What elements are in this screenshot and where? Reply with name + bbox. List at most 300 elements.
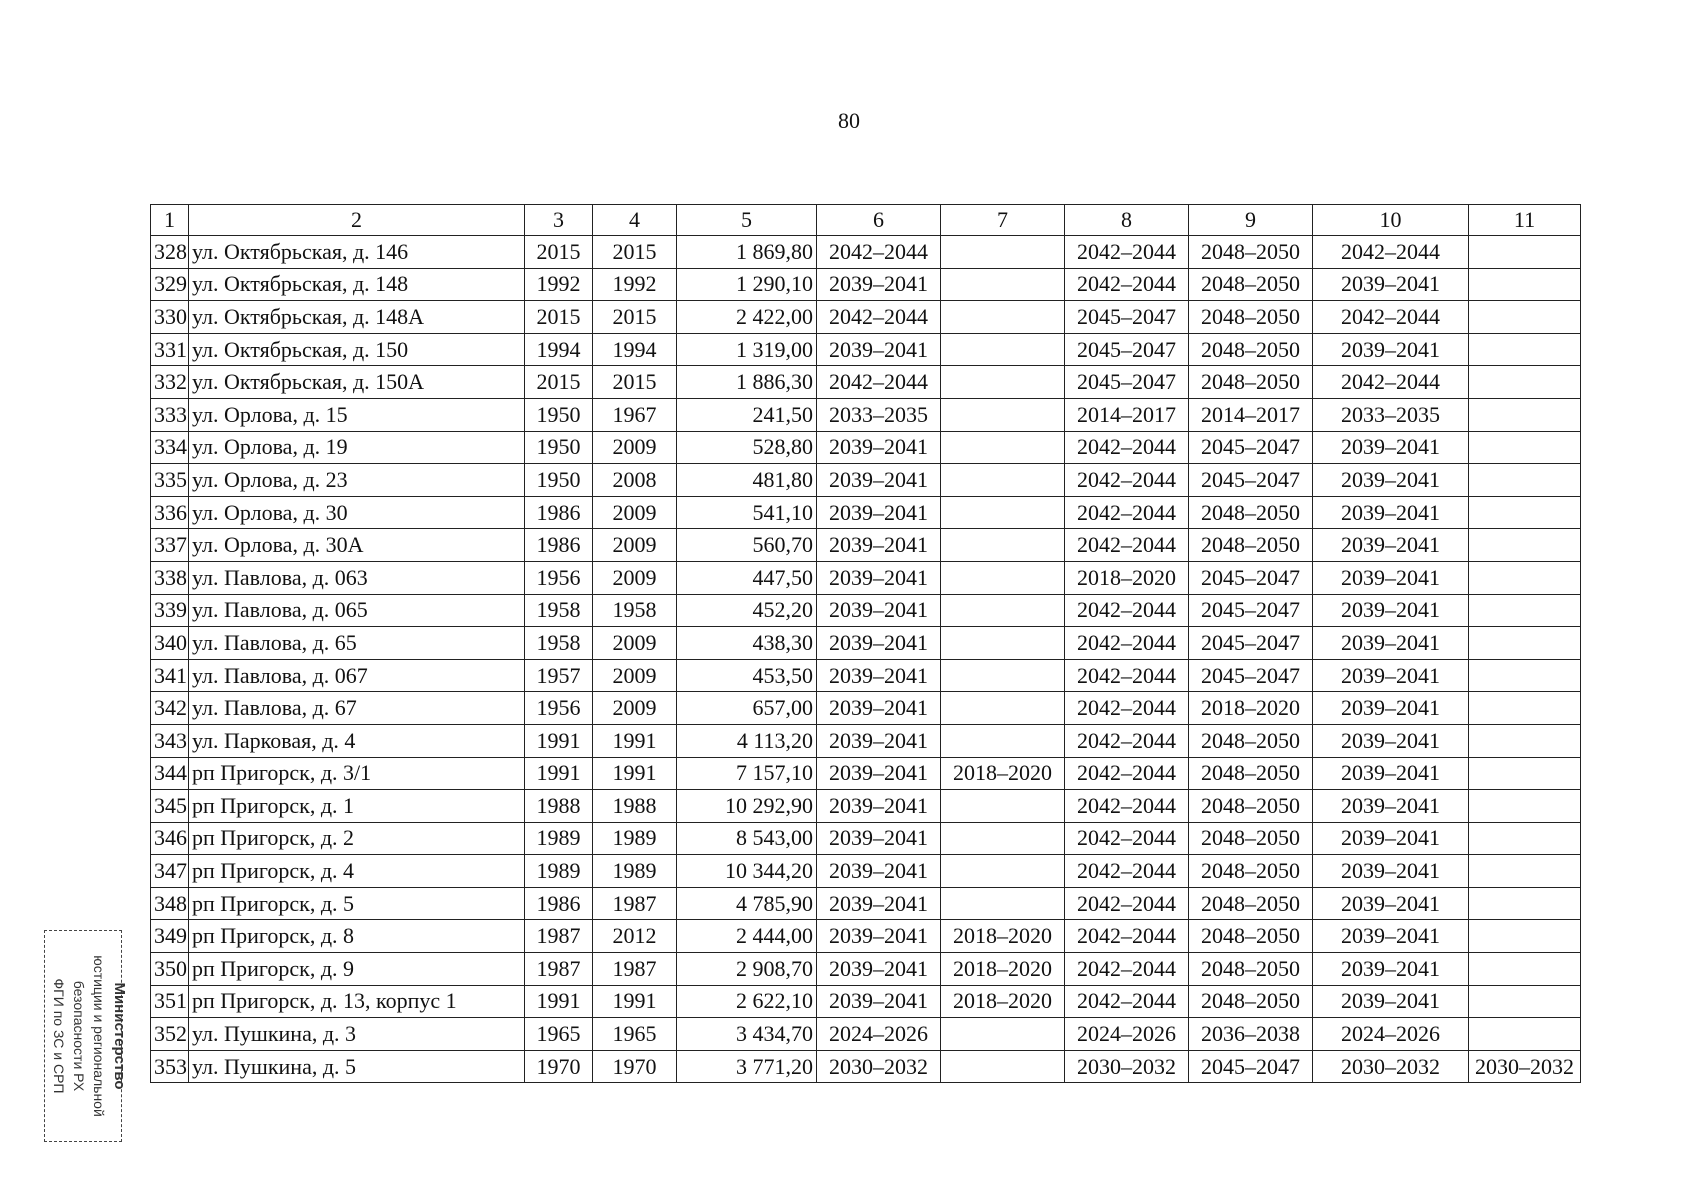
- cell-period-10: 2039–2041: [1313, 822, 1469, 855]
- cell-year-built: 1958: [525, 594, 593, 627]
- cell-period-11: [1469, 594, 1581, 627]
- cell-period-6: 2039–2041: [817, 887, 941, 920]
- cell-year-built: 2015: [525, 301, 593, 334]
- cell-period-7: [941, 236, 1065, 269]
- cell-row-number: 344: [151, 757, 189, 790]
- cell-address: ул. Октябрьская, д. 148: [189, 268, 525, 301]
- column-header-8: 8: [1065, 205, 1189, 236]
- cell-period-8: 2042–2044: [1065, 920, 1189, 953]
- cell-year-commissioned: 1965: [593, 1018, 677, 1051]
- cell-row-number: 350: [151, 953, 189, 986]
- cell-area: 1 290,10: [677, 268, 817, 301]
- cell-year-commissioned: 1992: [593, 268, 677, 301]
- cell-period-11: [1469, 692, 1581, 725]
- cell-period-9: 2045–2047: [1189, 431, 1313, 464]
- cell-area: 528,80: [677, 431, 817, 464]
- cell-period-11: [1469, 757, 1581, 790]
- cell-period-8: 2042–2044: [1065, 659, 1189, 692]
- table-row: [151, 855, 1581, 888]
- cell-period-7: 2018–2020: [941, 757, 1065, 790]
- table-row: [151, 496, 1581, 529]
- cell-address: рп Пригорск, д. 2: [189, 822, 525, 855]
- cell-period-8: 2042–2044: [1065, 594, 1189, 627]
- cell-period-9: 2048–2050: [1189, 333, 1313, 366]
- cell-period-10: 2030–2032: [1313, 1050, 1469, 1083]
- column-header-7: 7: [941, 205, 1065, 236]
- cell-area: 4 113,20: [677, 724, 817, 757]
- cell-period-10: 2039–2041: [1313, 692, 1469, 725]
- cell-row-number: 339: [151, 594, 189, 627]
- cell-year-commissioned: 1991: [593, 724, 677, 757]
- cell-period-10: 2039–2041: [1313, 464, 1469, 497]
- cell-address: рп Пригорск, д. 8: [189, 920, 525, 953]
- cell-area: 10 292,90: [677, 790, 817, 823]
- cell-period-11: [1469, 659, 1581, 692]
- cell-year-commissioned: 1988: [593, 790, 677, 823]
- cell-period-11: [1469, 822, 1581, 855]
- cell-period-10: 2039–2041: [1313, 920, 1469, 953]
- cell-address: ул. Октябрьская, д. 150А: [189, 366, 525, 399]
- stamp-line: юстиции и региональной: [91, 955, 107, 1117]
- cell-period-6: 2039–2041: [817, 953, 941, 986]
- cell-address: рп Пригорск, д. 9: [189, 953, 525, 986]
- cell-row-number: 338: [151, 561, 189, 594]
- cell-period-9: 2048–2050: [1189, 985, 1313, 1018]
- cell-period-6: 2030–2032: [817, 1050, 941, 1083]
- cell-area: 2 422,00: [677, 301, 817, 334]
- cell-area: 2 908,70: [677, 953, 817, 986]
- cell-year-commissioned: 1987: [593, 953, 677, 986]
- cell-year-built: 1957: [525, 659, 593, 692]
- cell-period-9: 2048–2050: [1189, 268, 1313, 301]
- cell-row-number: 340: [151, 627, 189, 660]
- cell-period-8: 2045–2047: [1065, 333, 1189, 366]
- cell-area: 4 785,90: [677, 887, 817, 920]
- cell-year-commissioned: 1989: [593, 822, 677, 855]
- cell-period-10: 2039–2041: [1313, 757, 1469, 790]
- cell-year-commissioned: 1994: [593, 333, 677, 366]
- cell-address: ул. Октябрьская, д. 148А: [189, 301, 525, 334]
- table-row: [151, 529, 1581, 562]
- column-header-3: 3: [525, 205, 593, 236]
- cell-address: ул. Павлова, д. 67: [189, 692, 525, 725]
- cell-year-built: 1956: [525, 692, 593, 725]
- cell-year-built: 1989: [525, 855, 593, 888]
- cell-period-6: 2042–2044: [817, 366, 941, 399]
- cell-period-7: [941, 1018, 1065, 1051]
- cell-area: 3 434,70: [677, 1018, 817, 1051]
- cell-period-6: 2039–2041: [817, 822, 941, 855]
- cell-row-number: 346: [151, 822, 189, 855]
- cell-address: ул. Парковая, д. 4: [189, 724, 525, 757]
- column-header-9: 9: [1189, 205, 1313, 236]
- cell-period-7: [941, 790, 1065, 823]
- cell-period-9: 2045–2047: [1189, 594, 1313, 627]
- cell-period-7: 2018–2020: [941, 953, 1065, 986]
- cell-row-number: 352: [151, 1018, 189, 1051]
- cell-period-10: 2039–2041: [1313, 594, 1469, 627]
- cell-period-10: 2039–2041: [1313, 333, 1469, 366]
- cell-period-9: 2048–2050: [1189, 920, 1313, 953]
- cell-row-number: 332: [151, 366, 189, 399]
- table-row: [151, 236, 1581, 269]
- cell-period-11: [1469, 398, 1581, 431]
- cell-area: 481,80: [677, 464, 817, 497]
- cell-period-11: [1469, 790, 1581, 823]
- table-row: [151, 757, 1581, 790]
- cell-period-8: 2042–2044: [1065, 985, 1189, 1018]
- cell-period-9: 2048–2050: [1189, 366, 1313, 399]
- cell-address: ул. Павлова, д. 067: [189, 659, 525, 692]
- cell-year-commissioned: 1989: [593, 855, 677, 888]
- cell-period-11: [1469, 333, 1581, 366]
- stamp-line: безопасности РХ: [71, 980, 87, 1092]
- cell-period-6: 2039–2041: [817, 333, 941, 366]
- stamp-line: Министерство: [111, 982, 128, 1090]
- cell-period-7: [941, 431, 1065, 464]
- registration-stamp: [44, 930, 128, 1142]
- cell-period-7: 2018–2020: [941, 920, 1065, 953]
- cell-area: 10 344,20: [677, 855, 817, 888]
- table-row: [151, 268, 1581, 301]
- cell-period-9: 2048–2050: [1189, 496, 1313, 529]
- cell-address: рп Пригорск, д. 5: [189, 887, 525, 920]
- cell-row-number: 353: [151, 1050, 189, 1083]
- cell-period-7: [941, 855, 1065, 888]
- cell-year-built: 1965: [525, 1018, 593, 1051]
- cell-area: 560,70: [677, 529, 817, 562]
- cell-address: ул. Пушкина, д. 5: [189, 1050, 525, 1083]
- column-header-6: 6: [817, 205, 941, 236]
- cell-period-8: 2024–2026: [1065, 1018, 1189, 1051]
- column-header-4: 4: [593, 205, 677, 236]
- cell-period-11: [1469, 1018, 1581, 1051]
- cell-period-6: 2033–2035: [817, 398, 941, 431]
- cell-period-11: 2030–2032: [1469, 1050, 1581, 1083]
- cell-address: ул. Орлова, д. 30А: [189, 529, 525, 562]
- cell-period-8: 2042–2044: [1065, 887, 1189, 920]
- cell-period-10: 2039–2041: [1313, 431, 1469, 464]
- table-row: [151, 431, 1581, 464]
- cell-address: ул. Орлова, д. 23: [189, 464, 525, 497]
- cell-period-9: 2048–2050: [1189, 301, 1313, 334]
- cell-period-10: 2039–2041: [1313, 496, 1469, 529]
- cell-year-commissioned: 2012: [593, 920, 677, 953]
- cell-year-commissioned: 2009: [593, 692, 677, 725]
- column-header-10: 10: [1313, 205, 1469, 236]
- column-header-5: 5: [677, 205, 817, 236]
- cell-period-7: [941, 464, 1065, 497]
- cell-period-9: 2048–2050: [1189, 822, 1313, 855]
- cell-year-built: 1988: [525, 790, 593, 823]
- cell-period-8: 2042–2044: [1065, 790, 1189, 823]
- cell-period-8: 2042–2044: [1065, 724, 1189, 757]
- cell-period-11: [1469, 561, 1581, 594]
- cell-period-10: 2039–2041: [1313, 529, 1469, 562]
- cell-row-number: 335: [151, 464, 189, 497]
- cell-row-number: 334: [151, 431, 189, 464]
- cell-period-6: 2039–2041: [817, 496, 941, 529]
- cell-period-7: 2018–2020: [941, 985, 1065, 1018]
- cell-year-built: 1970: [525, 1050, 593, 1083]
- cell-year-built: 1986: [525, 496, 593, 529]
- table-row: [151, 333, 1581, 366]
- cell-row-number: 343: [151, 724, 189, 757]
- cell-year-built: 1991: [525, 985, 593, 1018]
- cell-period-7: [941, 822, 1065, 855]
- cell-area: 1 886,30: [677, 366, 817, 399]
- cell-period-6: 2042–2044: [817, 236, 941, 269]
- table-row: [151, 594, 1581, 627]
- cell-area: 541,10: [677, 496, 817, 529]
- cell-period-6: 2039–2041: [817, 431, 941, 464]
- cell-period-10: 2039–2041: [1313, 953, 1469, 986]
- cell-row-number: 336: [151, 496, 189, 529]
- cell-period-6: 2039–2041: [817, 268, 941, 301]
- cell-period-11: [1469, 366, 1581, 399]
- cell-period-7: [941, 627, 1065, 660]
- cell-row-number: 347: [151, 855, 189, 888]
- cell-period-6: 2039–2041: [817, 757, 941, 790]
- cell-address: ул. Октябрьская, д. 146: [189, 236, 525, 269]
- table-row: [151, 464, 1581, 497]
- cell-period-11: [1469, 855, 1581, 888]
- cell-year-commissioned: 2015: [593, 236, 677, 269]
- cell-period-9: 2048–2050: [1189, 757, 1313, 790]
- cell-year-commissioned: 1970: [593, 1050, 677, 1083]
- cell-period-10: 2039–2041: [1313, 627, 1469, 660]
- cell-period-7: [941, 529, 1065, 562]
- cell-period-6: 2042–2044: [817, 301, 941, 334]
- column-header-2: 2: [189, 205, 525, 236]
- cell-year-built: 1992: [525, 268, 593, 301]
- cell-year-built: 1986: [525, 529, 593, 562]
- cell-address: рп Пригорск, д. 3/1: [189, 757, 525, 790]
- cell-period-9: 2048–2050: [1189, 855, 1313, 888]
- table-row: [151, 724, 1581, 757]
- cell-row-number: 351: [151, 985, 189, 1018]
- cell-period-9: 2045–2047: [1189, 659, 1313, 692]
- cell-row-number: 342: [151, 692, 189, 725]
- cell-year-built: 1991: [525, 757, 593, 790]
- cell-period-8: 2042–2044: [1065, 529, 1189, 562]
- cell-period-7: [941, 659, 1065, 692]
- cell-area: 241,50: [677, 398, 817, 431]
- cell-area: 657,00: [677, 692, 817, 725]
- cell-area: 438,30: [677, 627, 817, 660]
- cell-year-commissioned: 2009: [593, 659, 677, 692]
- cell-row-number: 333: [151, 398, 189, 431]
- cell-period-6: 2039–2041: [817, 985, 941, 1018]
- cell-period-11: [1469, 985, 1581, 1018]
- cell-year-commissioned: 1967: [593, 398, 677, 431]
- cell-period-11: [1469, 236, 1581, 269]
- cell-address: рп Пригорск, д. 1: [189, 790, 525, 823]
- cell-period-9: 2045–2047: [1189, 1050, 1313, 1083]
- table-row: [151, 659, 1581, 692]
- cell-period-8: 2018–2020: [1065, 561, 1189, 594]
- cell-period-8: 2045–2047: [1065, 366, 1189, 399]
- cell-year-built: 1987: [525, 920, 593, 953]
- cell-period-6: 2039–2041: [817, 692, 941, 725]
- cell-address: ул. Павлова, д. 65: [189, 627, 525, 660]
- cell-period-9: 2045–2047: [1189, 627, 1313, 660]
- cell-address: ул. Орлова, д. 30: [189, 496, 525, 529]
- cell-year-built: 1987: [525, 953, 593, 986]
- table-row: [151, 1050, 1581, 1083]
- cell-period-11: [1469, 431, 1581, 464]
- cell-period-6: 2039–2041: [817, 659, 941, 692]
- cell-address: рп Пригорск, д. 13, корпус 1: [189, 985, 525, 1018]
- cell-row-number: 349: [151, 920, 189, 953]
- cell-year-built: 1994: [525, 333, 593, 366]
- cell-period-11: [1469, 627, 1581, 660]
- cell-period-6: 2039–2041: [817, 594, 941, 627]
- cell-period-7: [941, 692, 1065, 725]
- cell-period-10: 2042–2044: [1313, 236, 1469, 269]
- cell-period-8: 2014–2017: [1065, 398, 1189, 431]
- cell-address: ул. Октябрьская, д. 150: [189, 333, 525, 366]
- cell-period-7: [941, 301, 1065, 334]
- cell-period-6: 2039–2041: [817, 920, 941, 953]
- cell-period-9: 2048–2050: [1189, 724, 1313, 757]
- cell-period-11: [1469, 268, 1581, 301]
- cell-period-8: 2030–2032: [1065, 1050, 1189, 1083]
- cell-year-commissioned: 1987: [593, 887, 677, 920]
- cell-year-commissioned: 2009: [593, 496, 677, 529]
- cell-period-10: 2039–2041: [1313, 790, 1469, 823]
- table-row: [151, 985, 1581, 1018]
- cell-period-9: 2014–2017: [1189, 398, 1313, 431]
- cell-period-10: 2039–2041: [1313, 268, 1469, 301]
- cell-year-commissioned: 2015: [593, 366, 677, 399]
- cell-period-8: 2042–2044: [1065, 692, 1189, 725]
- column-header-1: 1: [151, 205, 189, 236]
- cell-period-9: 2048–2050: [1189, 953, 1313, 986]
- cell-year-commissioned: 2009: [593, 431, 677, 464]
- cell-period-9: 2045–2047: [1189, 464, 1313, 497]
- cell-area: 452,20: [677, 594, 817, 627]
- cell-period-9: 2018–2020: [1189, 692, 1313, 725]
- cell-period-10: 2039–2041: [1313, 887, 1469, 920]
- cell-year-commissioned: 2008: [593, 464, 677, 497]
- cell-area: 3 771,20: [677, 1050, 817, 1083]
- cell-year-built: 1950: [525, 398, 593, 431]
- cell-year-commissioned: 2009: [593, 529, 677, 562]
- cell-period-8: 2042–2044: [1065, 627, 1189, 660]
- cell-year-built: 2015: [525, 236, 593, 269]
- cell-address: ул. Павлова, д. 065: [189, 594, 525, 627]
- cell-period-6: 2039–2041: [817, 464, 941, 497]
- table-row: [151, 692, 1581, 725]
- cell-year-built: 2015: [525, 366, 593, 399]
- cell-period-7: [941, 887, 1065, 920]
- cell-area: 447,50: [677, 561, 817, 594]
- table-row: [151, 627, 1581, 660]
- cell-period-8: 2042–2044: [1065, 268, 1189, 301]
- cell-period-9: 2048–2050: [1189, 790, 1313, 823]
- cell-area: 8 543,00: [677, 822, 817, 855]
- cell-row-number: 348: [151, 887, 189, 920]
- cell-period-8: 2042–2044: [1065, 822, 1189, 855]
- table-body: [151, 236, 1581, 1083]
- cell-period-11: [1469, 464, 1581, 497]
- cell-row-number: 330: [151, 301, 189, 334]
- cell-period-8: 2042–2044: [1065, 953, 1189, 986]
- cell-period-9: 2048–2050: [1189, 887, 1313, 920]
- cell-row-number: 341: [151, 659, 189, 692]
- table-row: [151, 561, 1581, 594]
- cell-period-9: 2048–2050: [1189, 529, 1313, 562]
- column-header-11: 11: [1469, 205, 1581, 236]
- cell-area: 7 157,10: [677, 757, 817, 790]
- cell-period-10: 2039–2041: [1313, 985, 1469, 1018]
- cell-period-11: [1469, 953, 1581, 986]
- cell-period-10: 2039–2041: [1313, 724, 1469, 757]
- cell-row-number: 329: [151, 268, 189, 301]
- cell-year-built: 1991: [525, 724, 593, 757]
- cell-row-number: 328: [151, 236, 189, 269]
- cell-period-10: 2039–2041: [1313, 561, 1469, 594]
- cell-year-built: 1950: [525, 464, 593, 497]
- cell-area: 2 622,10: [677, 985, 817, 1018]
- cell-period-11: [1469, 496, 1581, 529]
- cell-area: 2 444,00: [677, 920, 817, 953]
- cell-address: ул. Орлова, д. 15: [189, 398, 525, 431]
- cell-row-number: 337: [151, 529, 189, 562]
- cell-period-11: [1469, 301, 1581, 334]
- cell-period-7: [941, 268, 1065, 301]
- table-row: [151, 887, 1581, 920]
- cell-address: ул. Павлова, д. 063: [189, 561, 525, 594]
- table-row: [151, 301, 1581, 334]
- cell-area: 453,50: [677, 659, 817, 692]
- cell-year-commissioned: 2009: [593, 561, 677, 594]
- cell-period-10: 2042–2044: [1313, 301, 1469, 334]
- cell-period-7: [941, 1050, 1065, 1083]
- cell-period-6: 2039–2041: [817, 627, 941, 660]
- cell-period-11: [1469, 887, 1581, 920]
- cell-year-commissioned: 1958: [593, 594, 677, 627]
- cell-period-11: [1469, 724, 1581, 757]
- cell-area: 1 869,80: [677, 236, 817, 269]
- cell-period-6: 2039–2041: [817, 724, 941, 757]
- cell-row-number: 345: [151, 790, 189, 823]
- cell-period-7: [941, 333, 1065, 366]
- cell-year-built: 1986: [525, 887, 593, 920]
- cell-year-commissioned: 1991: [593, 985, 677, 1018]
- table-row: [151, 790, 1581, 823]
- cell-period-6: 2039–2041: [817, 790, 941, 823]
- cell-period-8: 2042–2044: [1065, 464, 1189, 497]
- table-row: [151, 1018, 1581, 1051]
- cell-period-6: 2039–2041: [817, 561, 941, 594]
- cell-period-7: [941, 366, 1065, 399]
- cell-period-8: 2042–2044: [1065, 496, 1189, 529]
- cell-period-8: 2045–2047: [1065, 301, 1189, 334]
- table-row: [151, 822, 1581, 855]
- table-row: [151, 366, 1581, 399]
- table-row: [151, 398, 1581, 431]
- stamp-line: ФГИ по ЗС и СРП: [51, 978, 67, 1094]
- cell-period-8: 2042–2044: [1065, 855, 1189, 888]
- cell-period-9: 2045–2047: [1189, 561, 1313, 594]
- cell-period-10: 2033–2035: [1313, 398, 1469, 431]
- cell-address: ул. Орлова, д. 19: [189, 431, 525, 464]
- cell-period-8: 2042–2044: [1065, 236, 1189, 269]
- cell-period-6: 2039–2041: [817, 529, 941, 562]
- cell-year-commissioned: 2009: [593, 627, 677, 660]
